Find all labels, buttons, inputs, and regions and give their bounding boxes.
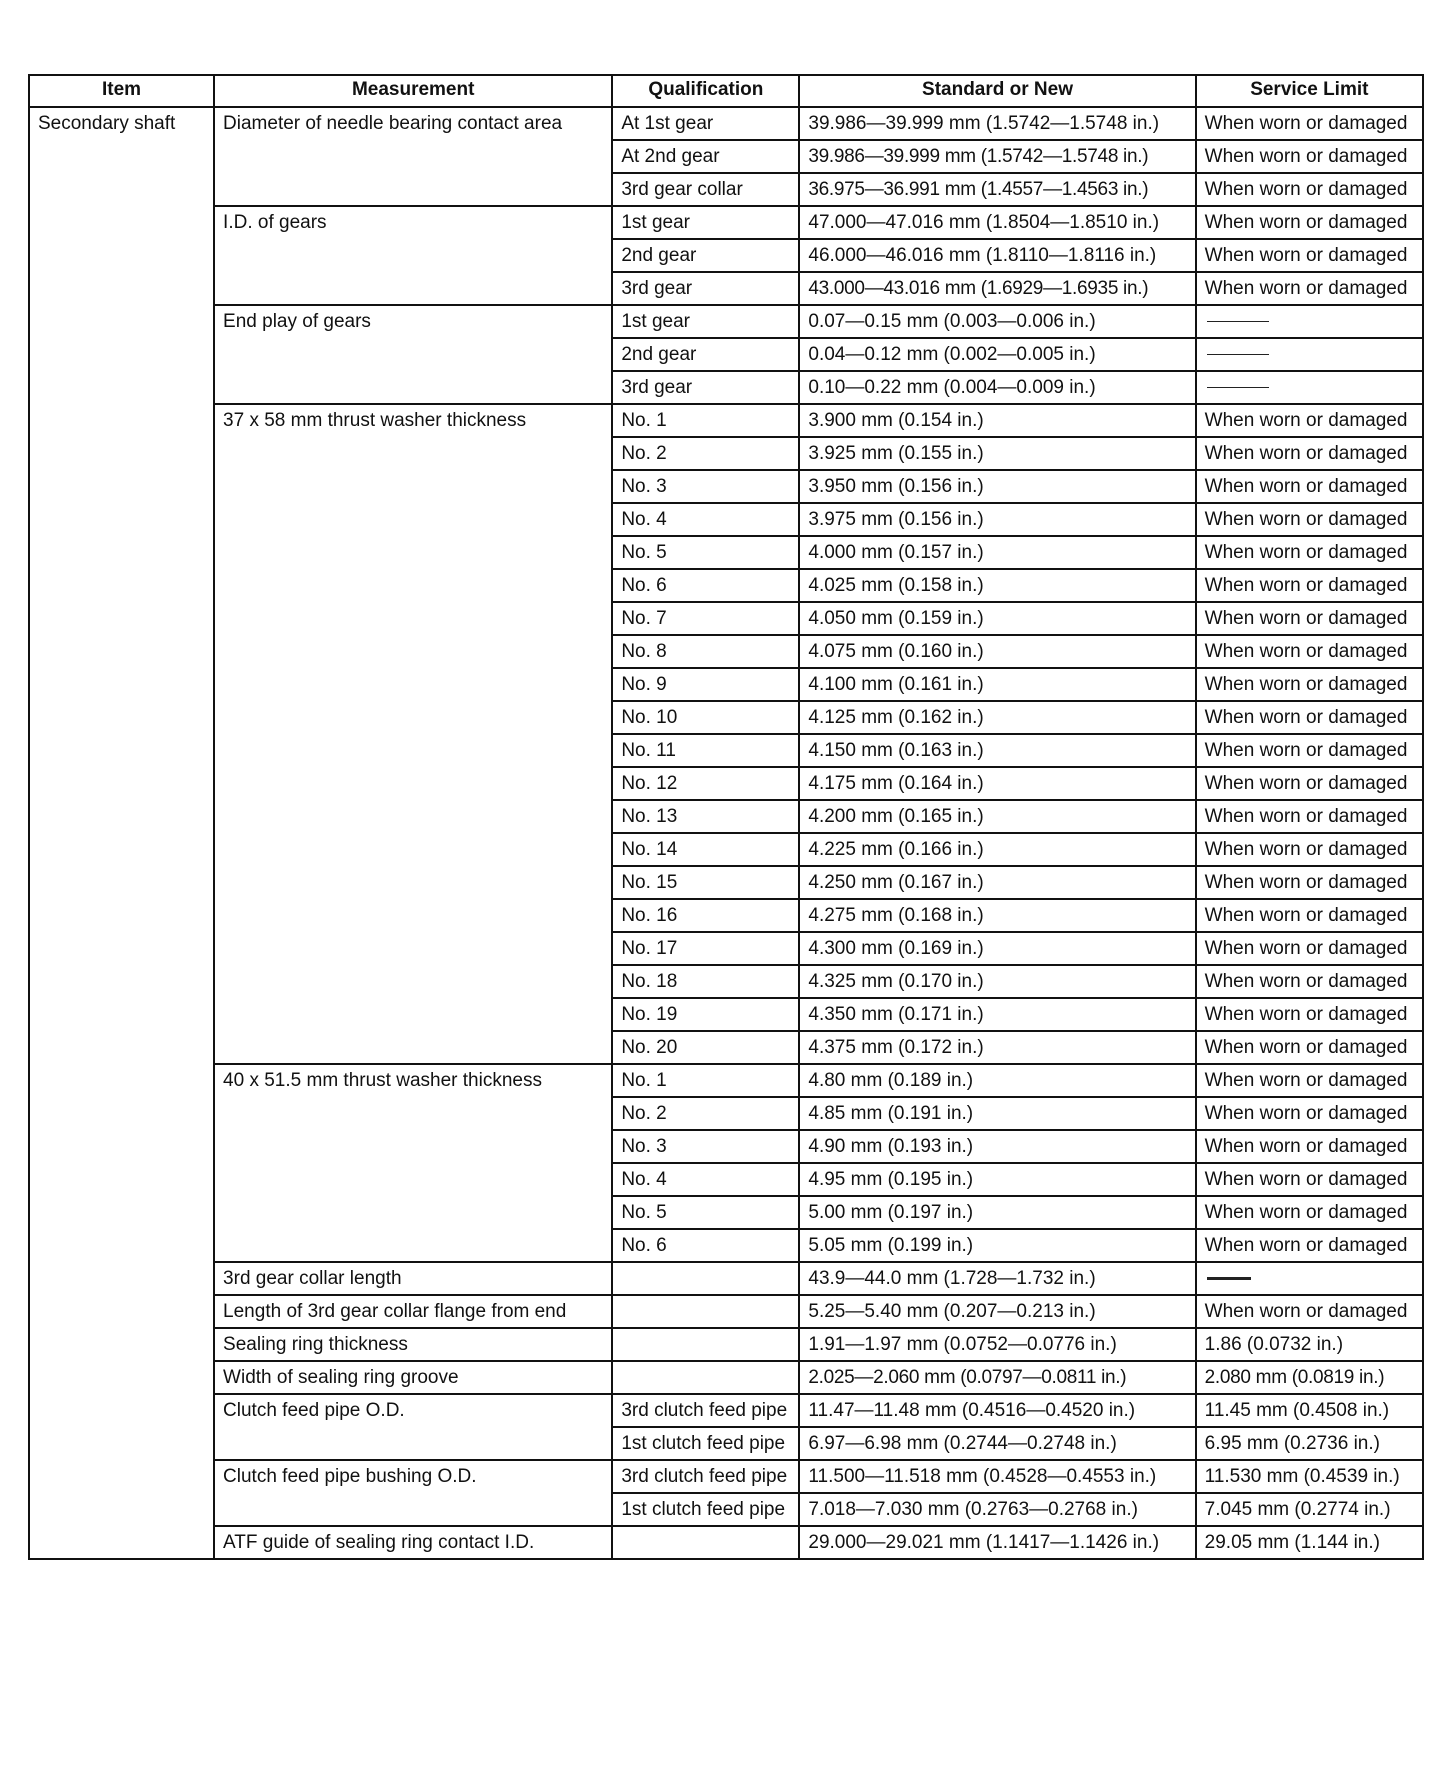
qualification-cell: No. 1	[612, 1064, 799, 1097]
standard-cell: 43.9—44.0 mm (1.728—1.732 in.)	[799, 1262, 1195, 1295]
standard-cell: 1.91—1.97 mm (0.0752—0.0776 in.)	[799, 1328, 1195, 1361]
qualification-cell: 1st clutch feed pipe	[612, 1427, 799, 1460]
standard-cell: 4.050 mm (0.159 in.)	[799, 602, 1195, 635]
qualification-cell	[612, 1262, 799, 1295]
standard-cell: 4.80 mm (0.189 in.)	[799, 1064, 1195, 1097]
qualification-cell: No. 8	[612, 635, 799, 668]
qualification-cell: 3rd gear collar	[612, 173, 799, 206]
qualification-cell: 3rd clutch feed pipe	[612, 1460, 799, 1493]
table-row	[29, 107, 1423, 140]
standard-cell: 0.04—0.12 mm (0.002—0.005 in.)	[799, 338, 1195, 371]
standard-cell: 4.225 mm (0.166 in.)	[799, 833, 1195, 866]
qualification-cell: No. 5	[612, 536, 799, 569]
limit-cell	[1196, 1262, 1423, 1295]
qualification-cell: No. 18	[612, 965, 799, 998]
table-row	[29, 1526, 1423, 1559]
spec-table	[28, 74, 1424, 1560]
qualification-cell: No. 16	[612, 899, 799, 932]
qualification-cell: No. 6	[612, 1229, 799, 1262]
standard-cell: 11.47—11.48 mm (0.4516—0.4520 in.)	[799, 1394, 1195, 1427]
qualification-cell	[612, 1526, 799, 1559]
qualification-cell: 3rd clutch feed pipe	[612, 1394, 799, 1427]
table-row	[29, 206, 1423, 239]
standard-cell: 4.375 mm (0.172 in.)	[799, 1031, 1195, 1064]
standard-cell: 4.100 mm (0.161 in.)	[799, 668, 1195, 701]
qualification-cell: No. 13	[612, 800, 799, 833]
limit-cell	[1196, 338, 1423, 371]
table-row	[29, 1361, 1423, 1394]
standard-cell: 0.10—0.22 mm (0.004—0.009 in.)	[799, 371, 1195, 404]
measurement-cell: Length of 3rd gear collar flange from end	[214, 1295, 612, 1328]
limit-cell: When worn or damaged	[1196, 1163, 1423, 1196]
qualification-cell	[612, 1295, 799, 1328]
qualification-cell: No. 4	[612, 503, 799, 536]
standard-cell: 4.075 mm (0.160 in.)	[799, 635, 1195, 668]
limit-cell: When worn or damaged	[1196, 1196, 1423, 1229]
standard-cell: 3.975 mm (0.156 in.)	[799, 503, 1195, 536]
qualification-cell: 2nd gear	[612, 338, 799, 371]
header-item: Item	[29, 75, 214, 107]
qualification-cell: No. 5	[612, 1196, 799, 1229]
standard-cell: 46.000—46.016 mm (1.8110—1.8116 in.)	[799, 239, 1195, 272]
limit-cell: When worn or damaged	[1196, 1064, 1423, 1097]
standard-cell: 4.90 mm (0.193 in.)	[799, 1130, 1195, 1163]
qualification-cell: No. 2	[612, 1097, 799, 1130]
qualification-cell: No. 1	[612, 404, 799, 437]
standard-cell: 29.000—29.021 mm (1.1417—1.1426 in.)	[799, 1526, 1195, 1559]
limit-cell: When worn or damaged	[1196, 1130, 1423, 1163]
standard-cell: 3.950 mm (0.156 in.)	[799, 470, 1195, 503]
standard-cell: 36.975—36.991 mm (1.4557—1.4563 in.)	[799, 173, 1195, 206]
limit-cell: 6.95 mm (0.2736 in.)	[1196, 1427, 1423, 1460]
header-measurement: Measurement	[214, 75, 612, 107]
standard-cell: 5.25—5.40 mm (0.207—0.213 in.)	[799, 1295, 1195, 1328]
standard-cell: 39.986—39.999 mm (1.5742—1.5748 in.)	[799, 107, 1195, 140]
table-row	[29, 1262, 1423, 1295]
standard-cell: 7.018—7.030 mm (0.2763—0.2768 in.)	[799, 1493, 1195, 1526]
measurement-cell: 3rd gear collar length	[214, 1262, 612, 1295]
qualification-cell: No. 6	[612, 569, 799, 602]
header-row	[29, 75, 1423, 107]
standard-cell: 47.000—47.016 mm (1.8504—1.8510 in.)	[799, 206, 1195, 239]
standard-cell: 4.300 mm (0.169 in.)	[799, 932, 1195, 965]
limit-cell: When worn or damaged	[1196, 536, 1423, 569]
table-row	[29, 404, 1423, 437]
qualification-cell: 1st gear	[612, 206, 799, 239]
qualification-cell: No. 19	[612, 998, 799, 1031]
limit-cell: 1.86 (0.0732 in.)	[1196, 1328, 1423, 1361]
qualification-cell: No. 17	[612, 932, 799, 965]
limit-cell: When worn or damaged	[1196, 767, 1423, 800]
qualification-cell: No. 7	[612, 602, 799, 635]
limit-cell: When worn or damaged	[1196, 503, 1423, 536]
limit-cell: 2.080 mm (0.0819 in.)	[1196, 1361, 1423, 1394]
limit-cell	[1196, 305, 1423, 338]
standard-cell: 6.97—6.98 mm (0.2744—0.2748 in.)	[799, 1427, 1195, 1460]
qualification-cell: No. 14	[612, 833, 799, 866]
table-row	[29, 1328, 1423, 1361]
no-limit-dash	[1207, 321, 1269, 322]
standard-cell: 4.250 mm (0.167 in.)	[799, 866, 1195, 899]
qualification-cell: 1st clutch feed pipe	[612, 1493, 799, 1526]
measurement-cell: Clutch feed pipe O.D.	[214, 1394, 612, 1460]
header-standard: Standard or New	[799, 75, 1195, 107]
standard-cell: 4.85 mm (0.191 in.)	[799, 1097, 1195, 1130]
qualification-cell: 3rd gear	[612, 272, 799, 305]
item-cell: Secondary shaft	[29, 107, 214, 1559]
limit-cell: When worn or damaged	[1196, 899, 1423, 932]
standard-cell: 4.025 mm (0.158 in.)	[799, 569, 1195, 602]
limit-cell: When worn or damaged	[1196, 239, 1423, 272]
limit-cell: 11.530 mm (0.4539 in.)	[1196, 1460, 1423, 1493]
standard-cell: 3.900 mm (0.154 in.)	[799, 404, 1195, 437]
limit-cell: When worn or damaged	[1196, 1031, 1423, 1064]
limit-cell: When worn or damaged	[1196, 437, 1423, 470]
qualification-cell: At 1st gear	[612, 107, 799, 140]
table-row	[29, 1064, 1423, 1097]
standard-cell: 2.025—2.060 mm (0.0797—0.0811 in.)	[799, 1361, 1195, 1394]
standard-cell: 39.986—39.999 mm (1.5742—1.5748 in.)	[799, 140, 1195, 173]
limit-cell: 7.045 mm (0.2774 in.)	[1196, 1493, 1423, 1526]
limit-cell: 29.05 mm (1.144 in.)	[1196, 1526, 1423, 1559]
standard-cell: 4.150 mm (0.163 in.)	[799, 734, 1195, 767]
limit-cell: When worn or damaged	[1196, 668, 1423, 701]
qualification-cell: No. 11	[612, 734, 799, 767]
measurement-cell: Width of sealing ring groove	[214, 1361, 612, 1394]
standard-cell: 4.175 mm (0.164 in.)	[799, 767, 1195, 800]
standard-cell: 4.325 mm (0.170 in.)	[799, 965, 1195, 998]
standard-cell: 4.125 mm (0.162 in.)	[799, 701, 1195, 734]
standard-cell: 11.500—11.518 mm (0.4528—0.4553 in.)	[799, 1460, 1195, 1493]
limit-cell: When worn or damaged	[1196, 140, 1423, 173]
standard-cell: 3.925 mm (0.155 in.)	[799, 437, 1195, 470]
qualification-cell: No. 10	[612, 701, 799, 734]
table-row	[29, 1295, 1423, 1328]
standard-cell: 4.000 mm (0.157 in.)	[799, 536, 1195, 569]
limit-cell: When worn or damaged	[1196, 470, 1423, 503]
table-row	[29, 305, 1423, 338]
limit-cell: When worn or damaged	[1196, 998, 1423, 1031]
qualification-cell: No. 15	[612, 866, 799, 899]
measurement-cell: Clutch feed pipe bushing O.D.	[214, 1460, 612, 1526]
measurement-cell: 37 x 58 mm thrust washer thickness	[214, 404, 612, 1064]
table-row	[29, 1460, 1423, 1493]
limit-cell: When worn or damaged	[1196, 404, 1423, 437]
limit-cell: When worn or damaged	[1196, 932, 1423, 965]
measurement-cell: I.D. of gears	[214, 206, 612, 305]
limit-cell: When worn or damaged	[1196, 272, 1423, 305]
qualification-cell: No. 3	[612, 1130, 799, 1163]
qualification-cell	[612, 1361, 799, 1394]
qualification-cell: No. 12	[612, 767, 799, 800]
spec-body	[29, 107, 1423, 1559]
limit-cell: When worn or damaged	[1196, 569, 1423, 602]
standard-cell: 4.95 mm (0.195 in.)	[799, 1163, 1195, 1196]
limit-cell: When worn or damaged	[1196, 701, 1423, 734]
limit-cell: When worn or damaged	[1196, 965, 1423, 998]
measurement-cell: ATF guide of sealing ring contact I.D.	[214, 1526, 612, 1559]
standard-cell: 4.350 mm (0.171 in.)	[799, 998, 1195, 1031]
table-row	[29, 1394, 1423, 1427]
limit-cell: When worn or damaged	[1196, 833, 1423, 866]
qualification-cell: No. 2	[612, 437, 799, 470]
limit-cell: When worn or damaged	[1196, 1097, 1423, 1130]
qualification-cell: No. 4	[612, 1163, 799, 1196]
no-limit-dash	[1207, 387, 1269, 388]
qualification-cell: No. 9	[612, 668, 799, 701]
limit-cell: When worn or damaged	[1196, 1295, 1423, 1328]
header-qualification: Qualification	[612, 75, 799, 107]
standard-cell: 4.200 mm (0.165 in.)	[799, 800, 1195, 833]
no-limit-dash	[1207, 354, 1269, 355]
measurement-cell: Diameter of needle bearing contact area	[214, 107, 612, 206]
measurement-cell: Sealing ring thickness	[214, 1328, 612, 1361]
limit-cell	[1196, 371, 1423, 404]
qualification-cell: No. 3	[612, 470, 799, 503]
standard-cell: 0.07—0.15 mm (0.003—0.006 in.)	[799, 305, 1195, 338]
standard-cell: 5.05 mm (0.199 in.)	[799, 1229, 1195, 1262]
qualification-cell	[612, 1328, 799, 1361]
standard-cell: 4.275 mm (0.168 in.)	[799, 899, 1195, 932]
qualification-cell: 3rd gear	[612, 371, 799, 404]
limit-cell: When worn or damaged	[1196, 635, 1423, 668]
standard-cell: 5.00 mm (0.197 in.)	[799, 1196, 1195, 1229]
qualification-cell: At 2nd gear	[612, 140, 799, 173]
header-service-limit: Service Limit	[1196, 75, 1423, 107]
limit-cell: 11.45 mm (0.4508 in.)	[1196, 1394, 1423, 1427]
limit-cell: When worn or damaged	[1196, 866, 1423, 899]
no-limit-dash	[1207, 1277, 1251, 1280]
limit-cell: When worn or damaged	[1196, 602, 1423, 635]
limit-cell: When worn or damaged	[1196, 173, 1423, 206]
standard-cell: 43.000—43.016 mm (1.6929—1.6935 in.)	[799, 272, 1195, 305]
limit-cell: When worn or damaged	[1196, 107, 1423, 140]
limit-cell: When worn or damaged	[1196, 734, 1423, 767]
measurement-cell: End play of gears	[214, 305, 612, 404]
limit-cell: When worn or damaged	[1196, 206, 1423, 239]
qualification-cell: 2nd gear	[612, 239, 799, 272]
qualification-cell: 1st gear	[612, 305, 799, 338]
qualification-cell: No. 20	[612, 1031, 799, 1064]
limit-cell: When worn or damaged	[1196, 800, 1423, 833]
limit-cell: When worn or damaged	[1196, 1229, 1423, 1262]
measurement-cell: 40 x 51.5 mm thrust washer thickness	[214, 1064, 612, 1262]
